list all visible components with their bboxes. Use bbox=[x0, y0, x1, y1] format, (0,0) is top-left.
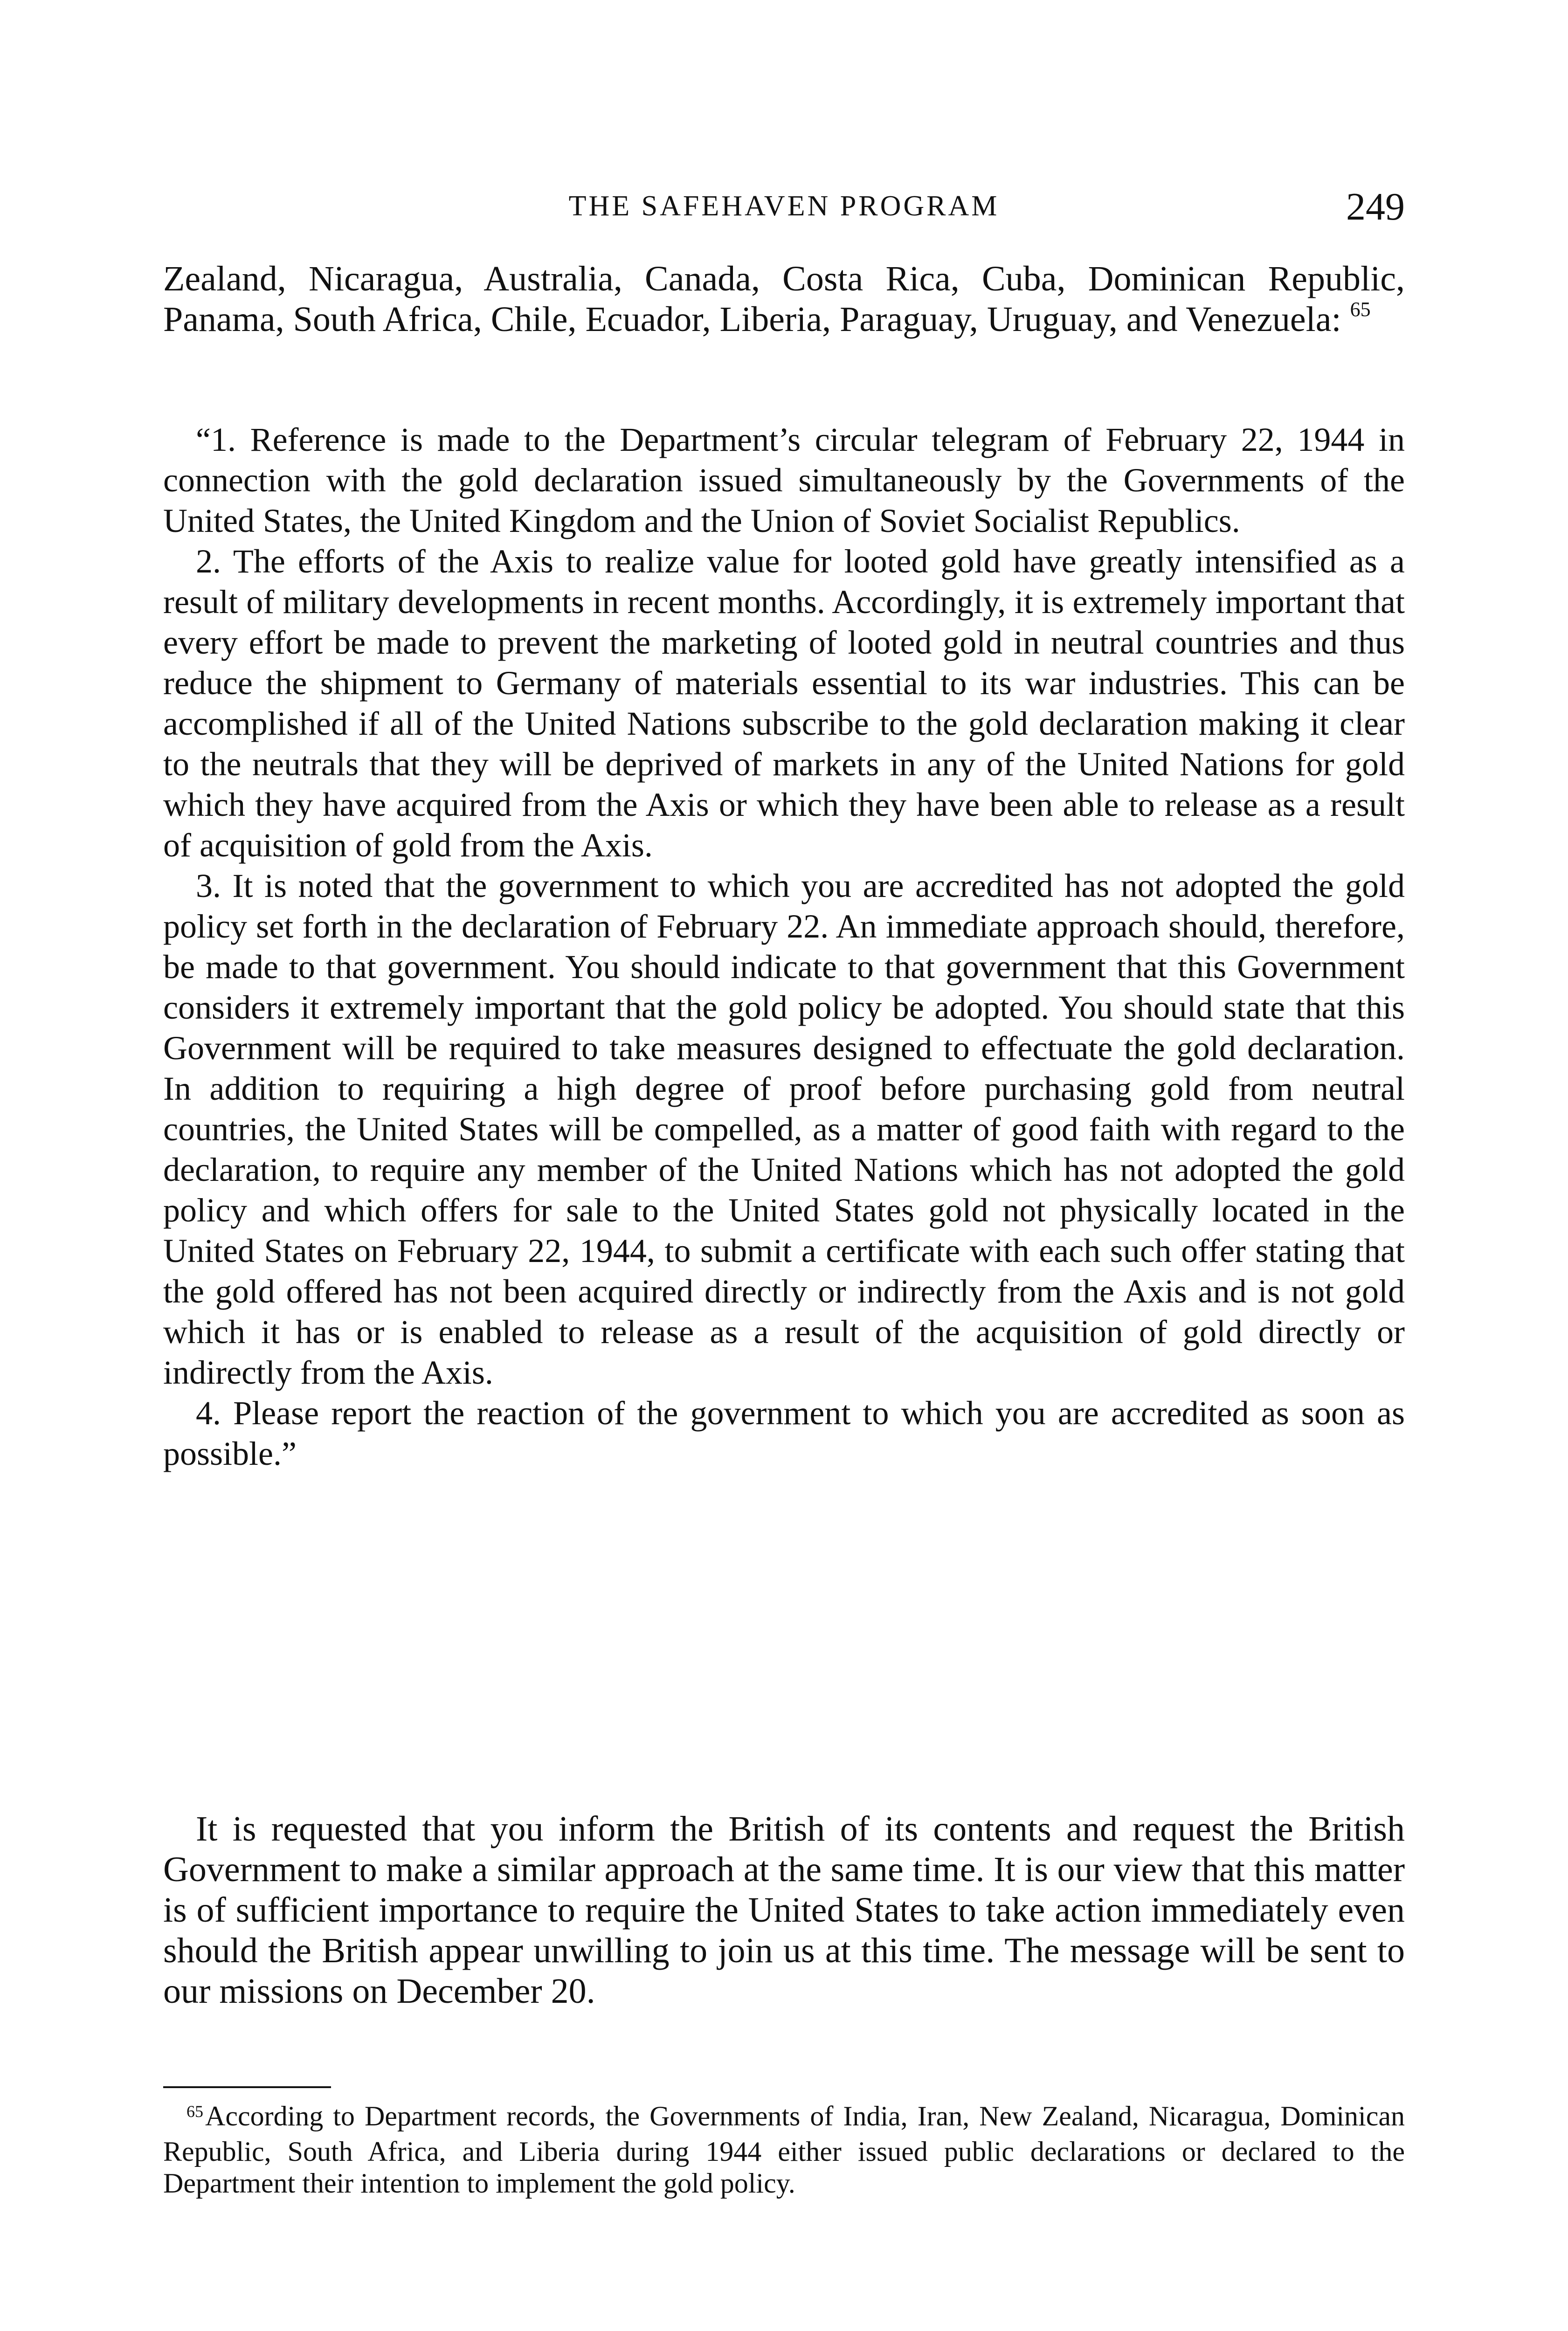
footnote-reference: 65 bbox=[1350, 297, 1371, 321]
footnote bbox=[163, 2100, 1405, 2199]
intro-paragraph bbox=[163, 259, 1405, 340]
running-header bbox=[163, 184, 1405, 235]
telegram-paragraph-1: “1. Reference is made to the Department’s circular telegram of February 22, 1944 in connection with the gold declaration issued simultaneously by the Governments of the United States, the United Kingdom and the Union of Soviet Socialist Republics. bbox=[163, 421, 1405, 539]
running-title: THE SAFEHAVEN PROGRAM bbox=[568, 190, 1000, 222]
closing-paragraph bbox=[163, 1809, 1405, 2012]
quoted-telegram bbox=[163, 420, 1405, 1474]
telegram-paragraph-4: 4. Please report the reaction of the government to which you are accredited as soon as possible.” bbox=[163, 1394, 1405, 1472]
telegram-paragraph-2: 2. The efforts of the Axis to realize value for looted gold have greatly intensified as a result of military developments in recent months. Accordingly, it is extremely important that every effort be made to prevent the marketing of looted gold in neutral countries and thus reduce the shipment to Germany of materials essential to its war industries. This can be accomplished if all of the United Nations subscribe to the gold declaration making it clear to the neutrals that they will be deprived of markets in any of the United Nations for gold which they have acquired from the Axis or which they have been able to release as a result of acquisition of gold from the Axis. bbox=[163, 543, 1405, 864]
closing-text: It is requested that you inform the British of its contents and request the British Government to make a similar approach at the same time. It is our view that this matter is of sufficient importance to require the United States to take action immediately even should the British appear unwilling to join us at this time. The message will be sent to our missions on December 20. bbox=[163, 1809, 1405, 2011]
footnote-divider bbox=[163, 2086, 331, 2088]
footnote-text: According to Department records, the Governments of India, Iran, New Zealand, Nicaragua, Dominican Republic, South Africa, and Liberia during 1944 either issued public declarations or declared to the Department their intention to implement the gold policy. bbox=[163, 2101, 1405, 2199]
document-page bbox=[163, 0, 1405, 2331]
intro-text: Zealand, Nicaragua, Australia, Canada, Costa Rica, Cuba, Dominican Republic, Panama, South Africa, Chile, Ecuador, Liberia, Paraguay, Uruguay, and Venezuela: bbox=[163, 259, 1405, 339]
telegram-paragraph-3: 3. It is noted that the government to which you are accredited has not adopted the gold policy set forth in the declaration of February 22. An immediate approach should, therefore, be made to that government. You should indicate to that government that this Government considers it extremely important that the gold policy be adopted. You should state that this Government will be required to take measures designed to effectuate the gold declaration. In addition to requiring a high degree of proof before purchasing gold from neutral countries, the United States will be compelled, as a matter of good faith with regard to the declaration, to require any member of the United Nations which has not adopted the gold policy and which offers for sale to the United States gold not physically located in the United States on February 22, 1944, to submit a certificate with each such offer stating that the gold offered has not been acquired directly or indirectly from the Axis and is not gold which it has or is enabled to release as a result of the acquisition of gold directly or indirectly from the Axis. bbox=[163, 867, 1405, 1391]
footnote-number: 65 bbox=[187, 2102, 203, 2121]
page-number: 249 bbox=[1346, 185, 1405, 228]
